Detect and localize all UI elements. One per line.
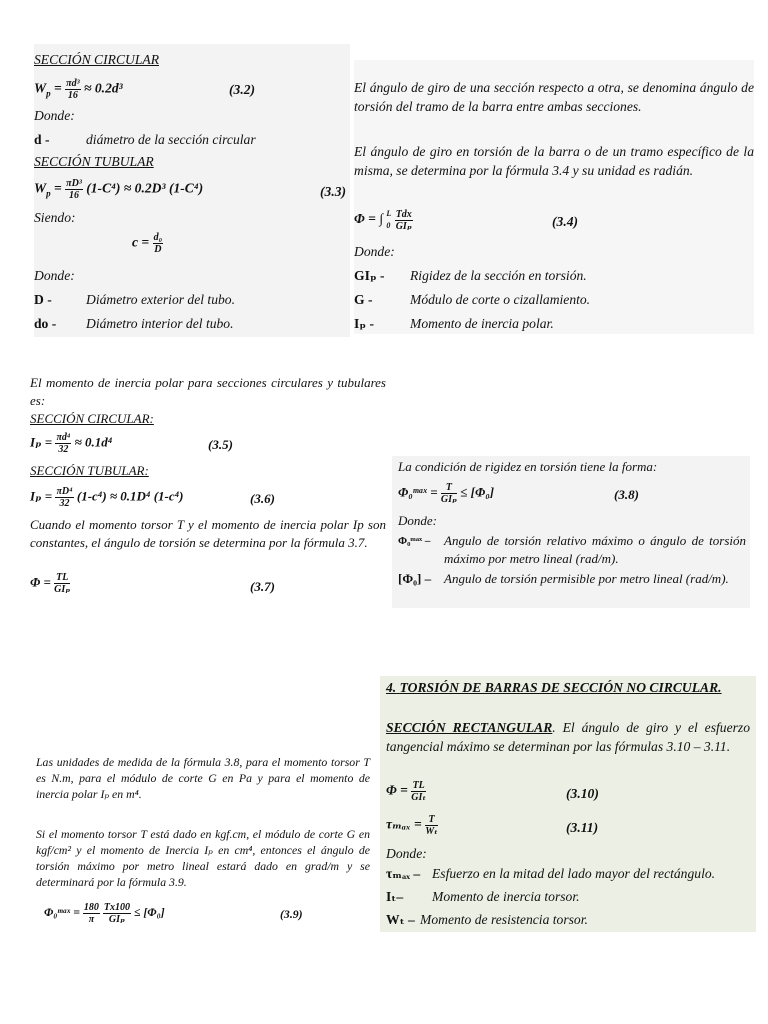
heading-seccion-circular: SECCIÓN CIRCULAR: bbox=[30, 411, 154, 426]
paragraph: El momento de inercia polar para secciones circulares y tubulares es: bbox=[30, 375, 386, 408]
equation-3-5: Iₚ = $\frac{\text{πd⁴}}{32}$ ≈ 0.1d⁴ bbox=[30, 432, 113, 455]
equation-c: c = $\frac{\text{d₀}}{D}$ bbox=[132, 232, 163, 255]
paragraph: Las unidades de medida de la fórmula 3.8, para el momento torsor T es N.m, para el módulo de corte G en Pa y para el momento de inercia polar Iₚ en m⁴. bbox=[36, 755, 370, 801]
panel-seccion-no-circular bbox=[380, 676, 756, 932]
paragraph: El ángulo de giro en torsión de la barra o de un tramo específico de la misma, se determina por la fórmula 3.4 y su unidad es radián. bbox=[354, 144, 754, 178]
fraction: $\frac{Tx100}{\text{GIₚ}}$ bbox=[103, 902, 130, 925]
panel-momento-inercia bbox=[30, 370, 386, 610]
heading-seccion-tubular: SECCIÓN TUBULAR: bbox=[30, 463, 149, 478]
panel-unidades bbox=[36, 754, 370, 929]
def-term: do - bbox=[34, 316, 57, 331]
paragraph: La condición de rigidez en torsión tiene la forma: bbox=[398, 459, 658, 474]
equation-ref: (3.7) bbox=[250, 579, 275, 594]
equation-ref: (3.8) bbox=[614, 487, 639, 502]
equation-3-9: Φ₀ᵐᵃˣ = $\frac{180}{\pi}$ $\frac{Tx100}{\text{GIₚ}}$ ≤ [Φ₀] bbox=[44, 902, 165, 925]
equation-ref: (3.6) bbox=[250, 491, 275, 506]
paragraph: Cuando el momento torsor T y el momento de inercia polar Ip son constantes, el ángulo de torsión se determina por la fórmula 3.7. bbox=[30, 517, 386, 550]
donde-label: Donde: bbox=[34, 108, 75, 123]
equation-3-3: $W_p$ = $\frac{\text{πD³}}{16}$ (1-C⁴) ≈ 0.2D³ (1-C⁴) bbox=[34, 178, 204, 201]
def-term: Iₜ– bbox=[386, 889, 404, 904]
donde-label: Donde: bbox=[398, 513, 437, 528]
def-term: G - bbox=[354, 292, 373, 307]
paragraph: Si el momento torsor T está dado en kgf.cm, el módulo de corte G en kgf/cm² y el momento de Inercia Iₚ en cm⁴, entonces el ángulo de torsión máximo por metro lineal estará dado en grad/m y se determinará por la fórmula 3.9. bbox=[36, 827, 370, 889]
donde-label: Donde: bbox=[34, 268, 75, 283]
heading-seccion-circular: SECCIÓN CIRCULAR bbox=[34, 52, 159, 67]
equation-3-10: Φ = $\frac{TL}{\text{GIₜ}}$ bbox=[386, 780, 427, 803]
def-text: Momento de inercia polar. bbox=[410, 316, 554, 331]
fraction: $\frac{\text{πd⁴}}{32}$ bbox=[56, 432, 71, 455]
def-text: Diámetro exterior del tubo. bbox=[86, 292, 236, 307]
equation-3-4: Φ = ∫ L 0 $\frac{\text{Tdx}}{\text{GIₚ}}$ bbox=[354, 208, 412, 232]
equation-3-8: Φ₀ᵐᵃˣ = $\frac{T}{\text{GIₚ}}$ ≤ [Φ₀] bbox=[398, 482, 495, 505]
equation-3-7: Φ = $\frac{TL}{\text{GIₚ}}$ bbox=[30, 572, 71, 595]
siendo-label: Siendo: bbox=[34, 210, 76, 225]
paragraph: SECCIÓN RECTANGULAR. El ángulo de giro y el esfuerzo tangencial máximo se determinan por las fórmulas 3.10 – 3.11. bbox=[386, 720, 750, 754]
fraction: $\frac{\text{d₀}}{D}$ bbox=[153, 232, 163, 255]
def-term: D - bbox=[34, 292, 52, 307]
def-text: Módulo de corte o cizallamiento. bbox=[410, 292, 591, 307]
equation-ref: (3.2) bbox=[229, 82, 256, 97]
def-term: d - bbox=[34, 132, 50, 147]
fraction: $\frac{TL}{\text{GIₚ}}$ bbox=[54, 572, 71, 595]
def-text: Angulo de torsión relativo máximo o ángulo de torsión máximo por metro lineal (rad/m). bbox=[444, 533, 746, 566]
section-heading: 4. TORSIÓN DE BARRAS DE SECCIÓN NO CIRCULAR. bbox=[386, 680, 722, 695]
fraction: $\frac{T}{\text{Wₜ}}$ bbox=[425, 814, 438, 837]
fraction: $\frac{180}{\pi}$ bbox=[83, 902, 99, 925]
donde-label: Donde: bbox=[386, 846, 427, 861]
fraction: $\frac{\text{Tdx}}{\text{GIₚ}}$ bbox=[395, 208, 412, 232]
paragraph: El ángulo de giro de una sección respecto a otra, se denomina ángulo de torsión del tramo de la barra entre ambas secciones. bbox=[354, 80, 754, 114]
def-term: τₘₐₓ – bbox=[386, 866, 421, 881]
equation-3-2: $W_p$ = $\frac{\text{πd³}}{16}$ ≈ 0.2d³ bbox=[34, 78, 123, 101]
equation-ref: (3.10) bbox=[566, 786, 599, 801]
equation-3-6: Iₚ = $\frac{\text{πD⁴}}{32}$ (1-c⁴) ≈ 0.1D⁴ (1-c⁴) bbox=[30, 486, 184, 509]
def-text: Esfuerzo en la mitad del lado mayor del rectángulo. bbox=[432, 866, 716, 881]
panel-seccion-circular bbox=[34, 44, 350, 337]
fraction: $\frac{\text{πD⁴}}{32}$ bbox=[56, 486, 73, 509]
equation-ref: (3.9) bbox=[280, 907, 303, 921]
def-text: Angulo de torsión permisible por metro lineal (rad/m). bbox=[444, 571, 729, 586]
equation-ref: (3.3) bbox=[320, 184, 347, 199]
heading-seccion-tubular: SECCIÓN TUBULAR bbox=[34, 154, 154, 169]
def-term: Φ₀ᵐᵃˣ – bbox=[398, 535, 431, 547]
equation-ref: (3.4) bbox=[552, 214, 579, 229]
integral-limits: L 0 bbox=[386, 209, 392, 230]
panel-condicion-rigidez bbox=[392, 456, 750, 608]
fraction: $\frac{TL}{\text{GIₜ}}$ bbox=[411, 780, 427, 803]
def-text: Diámetro interior del tubo. bbox=[86, 316, 234, 331]
def-text: Rigidez de la sección en torsión. bbox=[410, 268, 587, 283]
def-term: Iₚ - bbox=[354, 316, 374, 331]
def-text: Momento de inercia torsor. bbox=[432, 889, 580, 904]
panel-angulo-torsion bbox=[354, 60, 754, 334]
equation-ref: (3.11) bbox=[566, 820, 599, 835]
equation-ref: (3.5) bbox=[208, 437, 233, 452]
def-term: GIₚ - bbox=[354, 268, 385, 283]
fraction: $\frac{T}{\text{GIₚ}}$ bbox=[440, 482, 457, 505]
def-term: [Φ₀] – bbox=[398, 571, 432, 586]
def-text: Momento de resistencia torsor. bbox=[420, 912, 588, 927]
donde-label: Donde: bbox=[354, 244, 395, 259]
fraction: $\frac{\text{πD³}}{16}$ bbox=[66, 178, 82, 201]
fraction: $\frac{\text{πd³}}{16}$ bbox=[66, 78, 80, 101]
equation-3-11: τₘₐₓ = $\frac{T}{\text{Wₜ}}$ bbox=[386, 814, 438, 837]
def-term: Wₜ – bbox=[386, 912, 415, 927]
def-text: diámetro de la sección circular bbox=[86, 132, 256, 147]
